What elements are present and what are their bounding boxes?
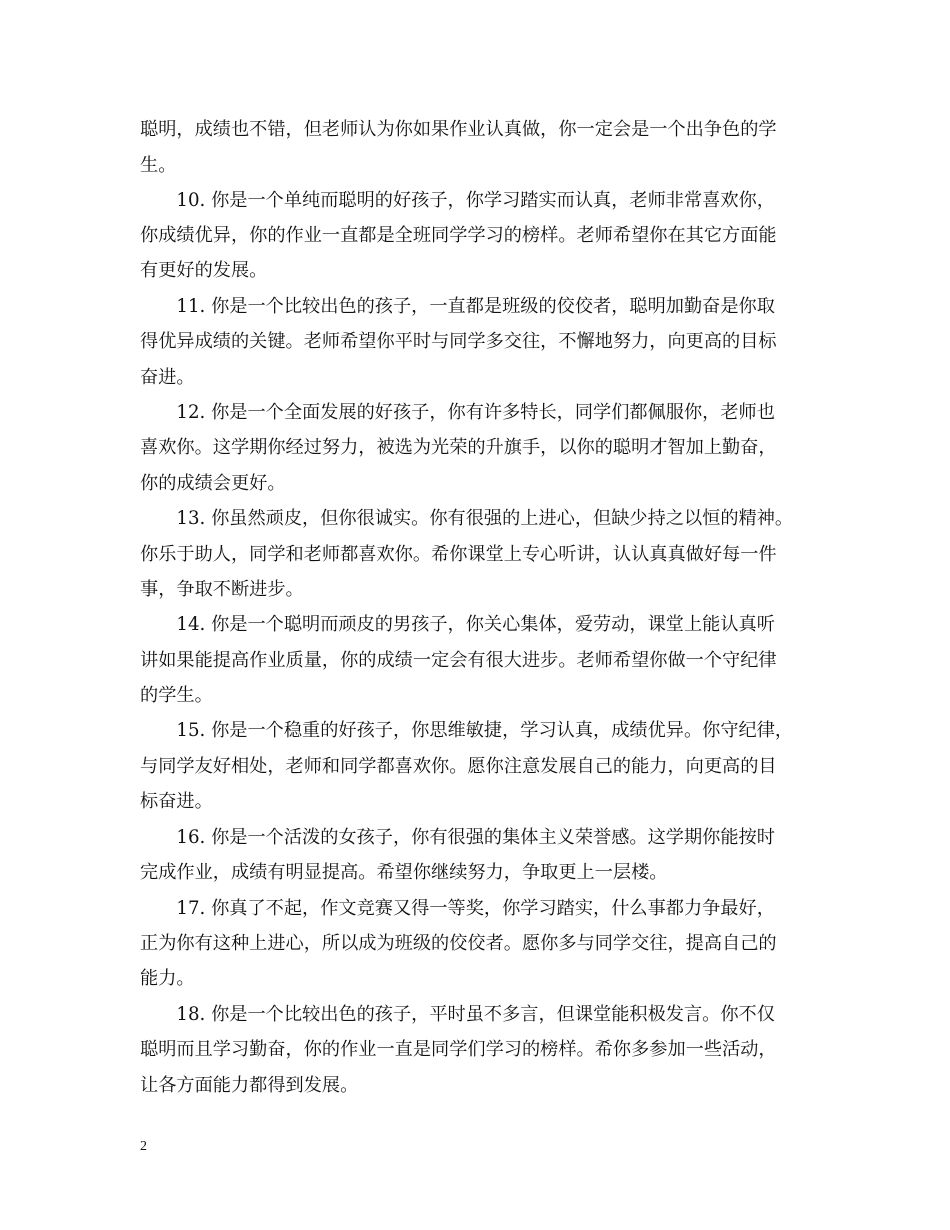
text-line: 有更好的发展。 (140, 260, 268, 281)
text-line: 13. 你虽然顽皮，但你很诚实。你有很强的上进心，但缺少持之以恒的精神。 (140, 508, 794, 529)
text-line: 12. 你是一个全面发展的好孩子，你有许多特长，同学们都佩服你，老师也 (140, 402, 775, 423)
text-line: 与同学友好相处，老师和同学都喜欢你。愿你注意发展自己的能力，向更高的目 (140, 756, 777, 777)
text-line: 你的成绩会更好。 (140, 473, 286, 494)
text-line: 你成绩优异，你的作业一直都是全班同学学习的榜样。老师希望你在其它方面能 (140, 225, 777, 246)
text-line: 能力。 (140, 968, 195, 989)
text-line: 正为你有这种上进心，所以成为班级的佼佼者。愿你多与同学交往，提高自己的 (140, 933, 777, 954)
text-line: 喜欢你。这学期你经过努力，被选为光荣的升旗手，以你的聪明才智加上勤奋， (140, 437, 777, 458)
text-line: 15. 你是一个稳重的好孩子，你思维敏捷，学习认真，成绩优异。你守纪律， (140, 720, 794, 741)
text-line: 16. 你是一个活泼的女孩子，你有很强的集体主义荣誉感。这学期你能按时 (140, 827, 775, 848)
text-line: 奋进。 (140, 367, 195, 388)
page-number: 2 (140, 1139, 147, 1154)
text-line: 聪明而且学习勤奋，你的作业一直是同学们学习的榜样。希你多参加一些活动， (140, 1039, 777, 1060)
text-line: 讲如果能提高作业质量，你的成绩一定会有很大进步。老师希望你做一个守纪律 (140, 650, 777, 671)
text-line: 事，争取不断进步。 (140, 579, 304, 600)
text-line: 11. 你是一个比较出色的孩子，一直都是班级的佼佼者，聪明加勤奋是你取 (140, 296, 775, 317)
text-line: 完成作业，成绩有明显提高。希望你继续努力，争取更上一层楼。 (140, 862, 668, 883)
text-line: 聪明，成绩也不错，但老师认为你如果作业认真做，你一定会是一个出争色的学 (140, 119, 777, 140)
text-line: 18. 你是一个比较出色的孩子，平时虽不多言，但课堂能积极发言。你不仅 (140, 1004, 775, 1025)
text-line: 17. 你真了不起，作文竞赛又得一等奖，你学习踏实，什么事都力争最好， (140, 898, 775, 919)
text-line: 让各方面能力都得到发展。 (140, 1075, 359, 1096)
text-line: 生。 (140, 155, 177, 176)
text-line: 你乐于助人，同学和老师都喜欢你。希你课堂上专心听讲，认认真真做好每一件 (140, 544, 777, 565)
text-line: 14. 你是一个聪明而顽皮的男孩子，你关心集体，爱劳动，课堂上能认真听 (140, 614, 775, 635)
text-line: 标奋进。 (140, 791, 213, 812)
text-line: 10. 你是一个单纯而聪明的好孩子，你学习踏实而认真，老师非常喜欢你， (140, 190, 775, 211)
text-line: 的学生。 (140, 685, 213, 706)
text-line: 得优异成绩的关键。老师希望你平时与同学多交往，不懈地努力，向更高的目标 (140, 331, 777, 352)
